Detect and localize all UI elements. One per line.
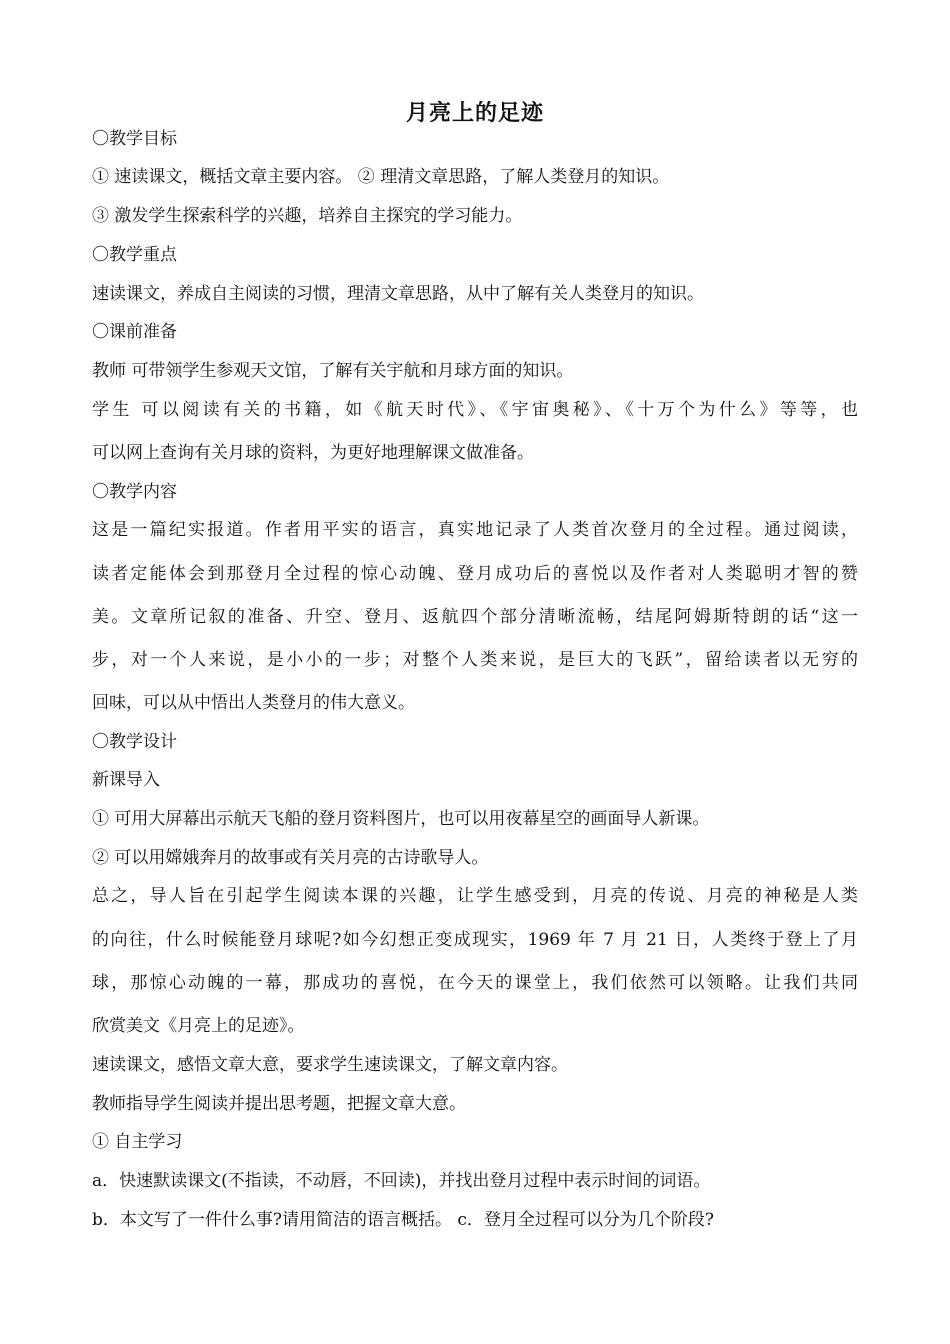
heading-teaching-design: 〇教学设计 [92,732,177,752]
speed-read-text: 速读课文，感悟文章大意，要求学生速读课文，了解文章内容。 [92,1055,568,1075]
document-title: 月亮上的足迹 [405,100,544,126]
summary-line-4: 欣赏美文《月亮上的足迹》。 [92,1016,305,1036]
intro-item-1: ① 可用大屏幕出示航天飞船的登月资料图片，也可以用夜幕星空的画面导人新课。 [92,809,710,829]
content-line-1: 这是一篇纪实报道。作者用平实的语言，真实地记录了人类首次登月的全过程。通过阅读， [92,520,858,540]
intro-item-2: ② 可以用嫦娥奔月的故事或有关月亮的古诗歌导人。 [92,848,489,868]
content-line-4: 步，对一个人来说，是小小的一步；对整个人类来说，是巨大的飞跃”，留给读者以无穷的 [92,650,858,670]
goal-line-2: ③ 激发学生探索科学的兴趣，培养自主探究的学习能力。 [92,206,523,226]
summary-line-2: 的向往，什么时候能登月球呢?如今幻想正变成现实，1969 年 7 月 21 日，人类终于登上了月 [92,930,858,950]
summary-line-3: 球，那惊心动魄的一幕，那成功的喜悦，在今天的课堂上，我们依然可以领略。让我们共同 [92,973,858,993]
goal-line-1: ① 速读课文，概括文章主要内容。 ② 理清文章思路，了解人类登月的知识。 [92,167,670,187]
prep-student-line-2: 可以网上查询有关月球的资料，为更好地理解课文做准备。 [92,443,534,463]
summary-line-1: 总之，导人旨在引起学生阅读本课的兴趣，让学生感受到，月亮的传说、月亮的神秘是人类 [92,886,858,906]
content-line-5: 回味，可以从中悟出人类登月的伟大意义。 [92,693,415,713]
heading-teaching-goals: 〇教学目标 [92,129,177,149]
self-study-heading: ① 自主学习 [92,1132,183,1152]
prep-teacher: 教师 可带领学生参观天文馆，了解有关宇航和月球方面的知识。 [92,361,574,381]
focus-text: 速读课文，养成自主阅读的习惯，理清文章思路，从中了解有关人类登月的知识。 [92,284,704,304]
question-b-c: b．本文写了一件什么事?请用简洁的语言概括。 c．登月全过程可以分为几个阶段? [92,1210,715,1230]
question-a: a．快速默读课文(不指读，不动唇，不回读)，并找出登月过程中表示时间的词语。 [92,1171,711,1191]
content-line-2: 读者定能体会到那登月全过程的惊心动魄、登月成功后的喜悦以及作者对人类聪明才智的赞 [92,564,858,584]
prep-student-line-1: 学生 可以阅读有关的书籍，如《航天时代》、《宇宙奥秘》、《十万个为什么》等等，也 [92,400,858,420]
content-line-3: 美。文章所记叙的准备、升空、登月、返航四个部分清晰流畅，结尾阿姆斯特朗的话“这一 [92,607,858,627]
heading-teaching-content: 〇教学内容 [92,482,177,502]
teacher-guide-text: 教师指导学生阅读并提出思考题，把握文章大意。 [92,1094,466,1114]
heading-teaching-focus: 〇教学重点 [92,245,177,265]
subheading-intro: 新课导入 [92,770,160,790]
heading-preparation: 〇课前准备 [92,322,177,342]
